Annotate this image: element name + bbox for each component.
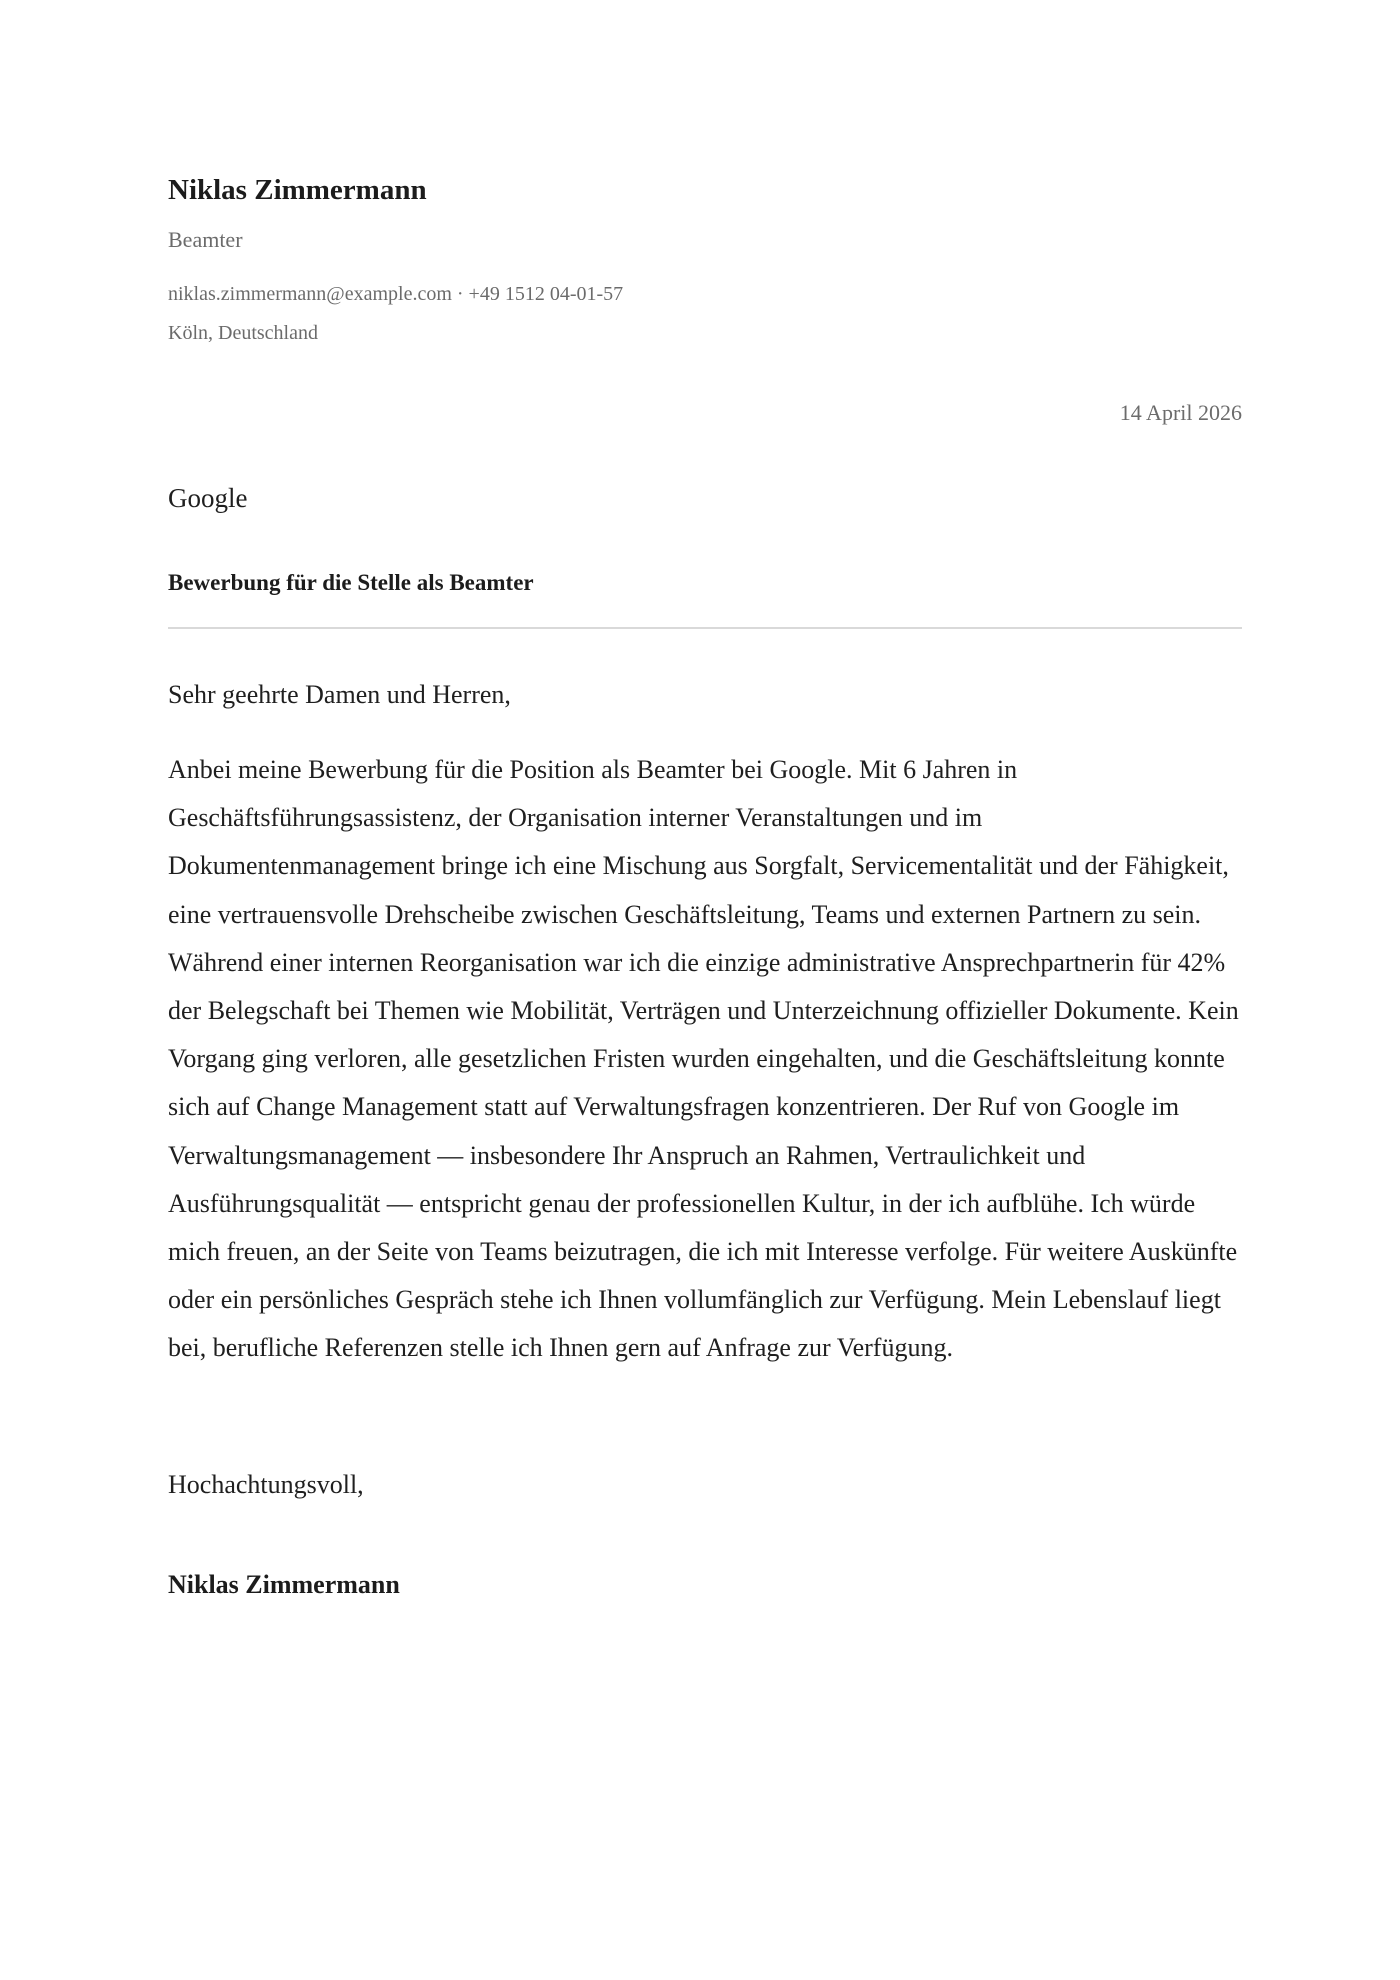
sender-contact-line: niklas.zimmermann@example.com · +49 1512 04-01-57 bbox=[168, 283, 624, 305]
sender-job-title: Beamter bbox=[168, 227, 243, 252]
letter-body: Anbei meine Bewerbung für die Position als Beamter bei Google. Mit 6 Jahren in Geschäftsführungsassistenz, der Organisation interner Veranstaltungen und im Dokumentenmanagement bringe ich eine Mischung aus Sorgfalt, Servicementalität und der Fähigkeit, eine vertrauensvolle Drehscheibe zwischen Geschäftsleitung, Teams und externen Partnern zu sein. Während einer internen Reorganisation war ich die einzige administrative Ansprechpartnerin für 42% der Belegschaft bei Themen wie Mobilität, Verträgen und Unterzeichnung offizieller Dokumente. Kein Vorgang ging verloren, alle gesetzlichen Fristen wurden eingehalten, und die Geschäftsleitung konnte sich auf Change Management statt auf Verwaltungsfragen konzentrieren. Der Ruf von Google im Verwaltungsmanagement — insbesondere Ihr Anspruch an Rahmen, Vertraulichkeit und Ausführungsqualität — entspricht genau der professionellen Kultur, in der ich aufblühe. Ich würde mich freuen, an der Seite von Teams beizutragen, die ich mit Interesse verfolge. Für weitere Auskünfte oder ein persönliches Gespräch stehe ich Ihnen vollumfänglich zur Verfügung. Mein Lebenslauf liegt bei, berufliche Referenzen stelle ich Ihnen gern auf Anfrage zur Verfügung. bbox=[168, 755, 1239, 1363]
subject-divider bbox=[168, 627, 1242, 629]
letter-closing: Hochachtungsvoll, bbox=[168, 1470, 364, 1499]
letter-subject: Bewerbung für die Stelle als Beamter bbox=[168, 570, 534, 595]
sender-name: Niklas Zimmermann bbox=[168, 174, 427, 206]
recipient-company: Google bbox=[168, 483, 248, 513]
letter-signature: Niklas Zimmermann bbox=[168, 1570, 400, 1599]
letter-salutation: Sehr geehrte Damen und Herren, bbox=[168, 680, 511, 709]
cover-letter-page bbox=[168, 0, 1242, 1980]
sender-location: Köln, Deutschland bbox=[168, 322, 318, 344]
letter-date: 14 April 2026 bbox=[1119, 400, 1242, 425]
